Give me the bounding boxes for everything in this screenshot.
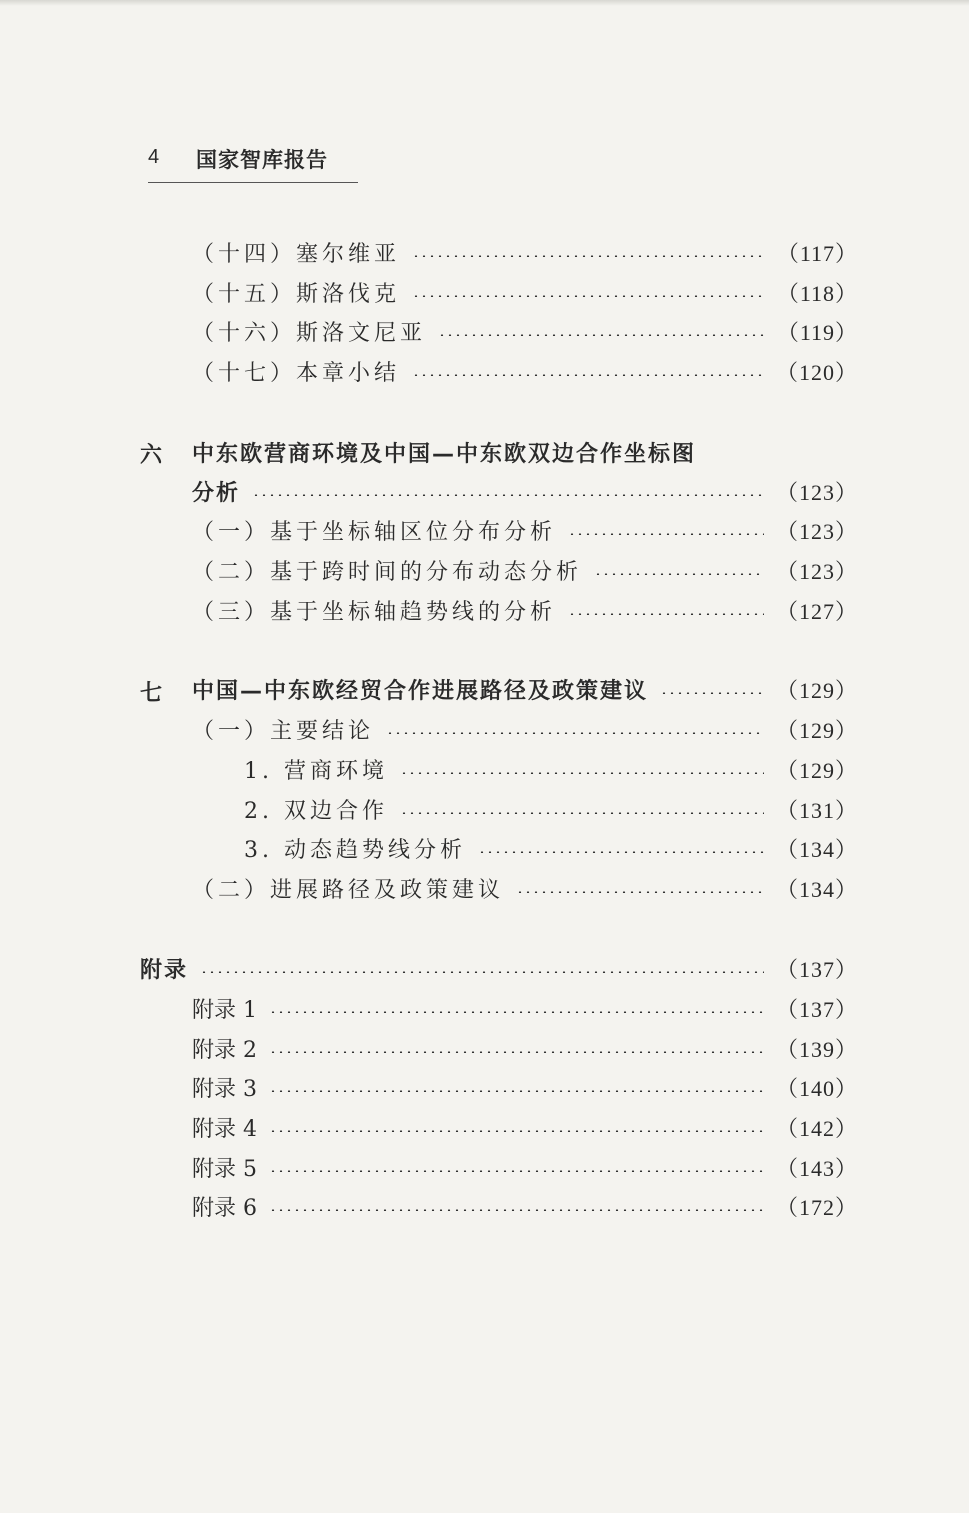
dot-leader [252, 494, 764, 496]
toc-entry[interactable] [192, 1033, 858, 1063]
toc-entry-page: （172） [775, 1194, 858, 1220]
dot-leader [269, 1209, 764, 1211]
toc-entry-page: （120） [775, 359, 858, 385]
section-title-line[interactable] [192, 436, 696, 468]
toc-entry-page: （123） [775, 558, 858, 584]
toc-entry[interactable] [192, 476, 858, 506]
dot-leader [200, 971, 764, 973]
section-title-continued: 分析 [192, 480, 241, 506]
toc-entry[interactable] [192, 595, 858, 625]
toc-entry-page: （123） [775, 518, 858, 544]
toc-entry-label: （十五）斯洛伐克 [192, 281, 401, 307]
dot-leader [400, 772, 764, 774]
toc-entry[interactable] [192, 555, 858, 585]
toc-entry-label: （一）基于坐标轴区位分布分析 [192, 519, 557, 545]
toc-entry-label: （三）基于坐标轴趋势线的分析 [192, 599, 557, 625]
toc-entry[interactable] [192, 1072, 858, 1102]
running-header [148, 142, 358, 183]
dot-leader [594, 573, 764, 575]
toc-entry-label: 附录 6 [192, 1195, 257, 1221]
dot-leader [412, 374, 764, 376]
dot-leader [660, 692, 764, 694]
toc-entry-page: （142） [775, 1115, 858, 1141]
toc-entry[interactable] [140, 953, 858, 983]
dot-leader [478, 851, 764, 853]
section-title: 附录 [140, 957, 189, 983]
toc-entry-page: （129） [775, 677, 858, 703]
toc-entry-label: 附录 3 [192, 1076, 257, 1102]
toc-entry[interactable] [192, 1191, 858, 1221]
toc-entry-page: （119） [776, 319, 858, 345]
dot-leader [269, 1051, 764, 1053]
toc-subentry[interactable] [244, 833, 858, 863]
dot-leader [438, 334, 765, 336]
book-series-title: 国家智库报告 [196, 148, 328, 172]
toc-entry-label: （十六）斯洛文尼亚 [192, 320, 427, 346]
toc-entry-page: （137） [775, 996, 858, 1022]
toc-entry[interactable] [192, 714, 858, 744]
toc-entry-page: （118） [776, 280, 858, 306]
toc-entry[interactable] [192, 316, 858, 346]
dot-leader [386, 732, 764, 734]
toc-entry-page: （134） [775, 836, 858, 862]
toc-entry-page: （117） [776, 240, 858, 266]
section-number: 七 [140, 681, 163, 706]
dot-leader [269, 1130, 764, 1132]
toc-entry-label: 附录 4 [192, 1116, 257, 1142]
toc-entry-page: （129） [775, 757, 858, 783]
toc-entry-page: （139） [775, 1036, 858, 1062]
toc-entry-label: （十四）塞尔维亚 [192, 241, 401, 267]
toc-entry-label: 附录 5 [192, 1156, 257, 1182]
toc-subentry-label: 1. 营商环境 [244, 758, 388, 784]
dot-leader [269, 1090, 764, 1092]
toc-entry-page: （134） [775, 876, 858, 902]
toc-entry[interactable] [192, 873, 858, 903]
section-title: 中东欧营商环境及中国—中东欧双边合作坐标图 [192, 441, 697, 467]
page-number: 4 [148, 146, 160, 168]
toc-entry[interactable] [192, 1152, 858, 1182]
toc-entry[interactable] [192, 237, 858, 267]
section-number: 六 [140, 443, 163, 468]
toc-entry-label: （一）主要结论 [192, 718, 375, 744]
toc-entry-page: （123） [775, 479, 858, 505]
dot-leader [269, 1170, 764, 1172]
toc-entry[interactable] [192, 515, 858, 545]
toc-entry[interactable] [192, 1112, 858, 1142]
toc-entry[interactable] [192, 356, 858, 386]
dot-leader [400, 812, 764, 814]
toc-entry-page: （127） [775, 598, 858, 624]
dot-leader [568, 613, 764, 615]
toc-subentry[interactable] [244, 754, 858, 784]
toc-entry-page: （140） [775, 1075, 858, 1101]
toc-subentry-label: 2. 双边合作 [244, 798, 388, 824]
toc-entry[interactable] [192, 993, 858, 1023]
toc-entry-page: （137） [775, 956, 858, 982]
dot-leader [412, 295, 765, 297]
toc-entry-label: 附录 2 [192, 1037, 257, 1063]
toc-entry-label: （十七）本章小结 [192, 360, 401, 386]
toc-entry-page: （129） [775, 717, 858, 743]
toc-entry-page: （143） [775, 1155, 858, 1181]
dot-leader [412, 255, 765, 257]
section-title: 中国—中东欧经贸合作进展路径及政策建议 [192, 678, 649, 704]
toc-entry-label: （二）基于跨时间的分布动态分析 [192, 559, 583, 585]
dot-leader [269, 1011, 764, 1013]
toc-subentry[interactable] [244, 794, 858, 824]
dot-leader [516, 891, 764, 893]
toc-entry[interactable] [192, 277, 858, 307]
toc-entry[interactable] [192, 674, 858, 704]
page-top-edge [0, 0, 969, 6]
toc-entry-label: （二）进展路径及政策建议 [192, 877, 505, 903]
toc-entry-page: （131） [775, 797, 858, 823]
toc-subentry-label: 3. 动态趋势线分析 [244, 837, 466, 863]
toc-entry-label: 附录 1 [192, 997, 257, 1023]
dot-leader [568, 533, 764, 535]
